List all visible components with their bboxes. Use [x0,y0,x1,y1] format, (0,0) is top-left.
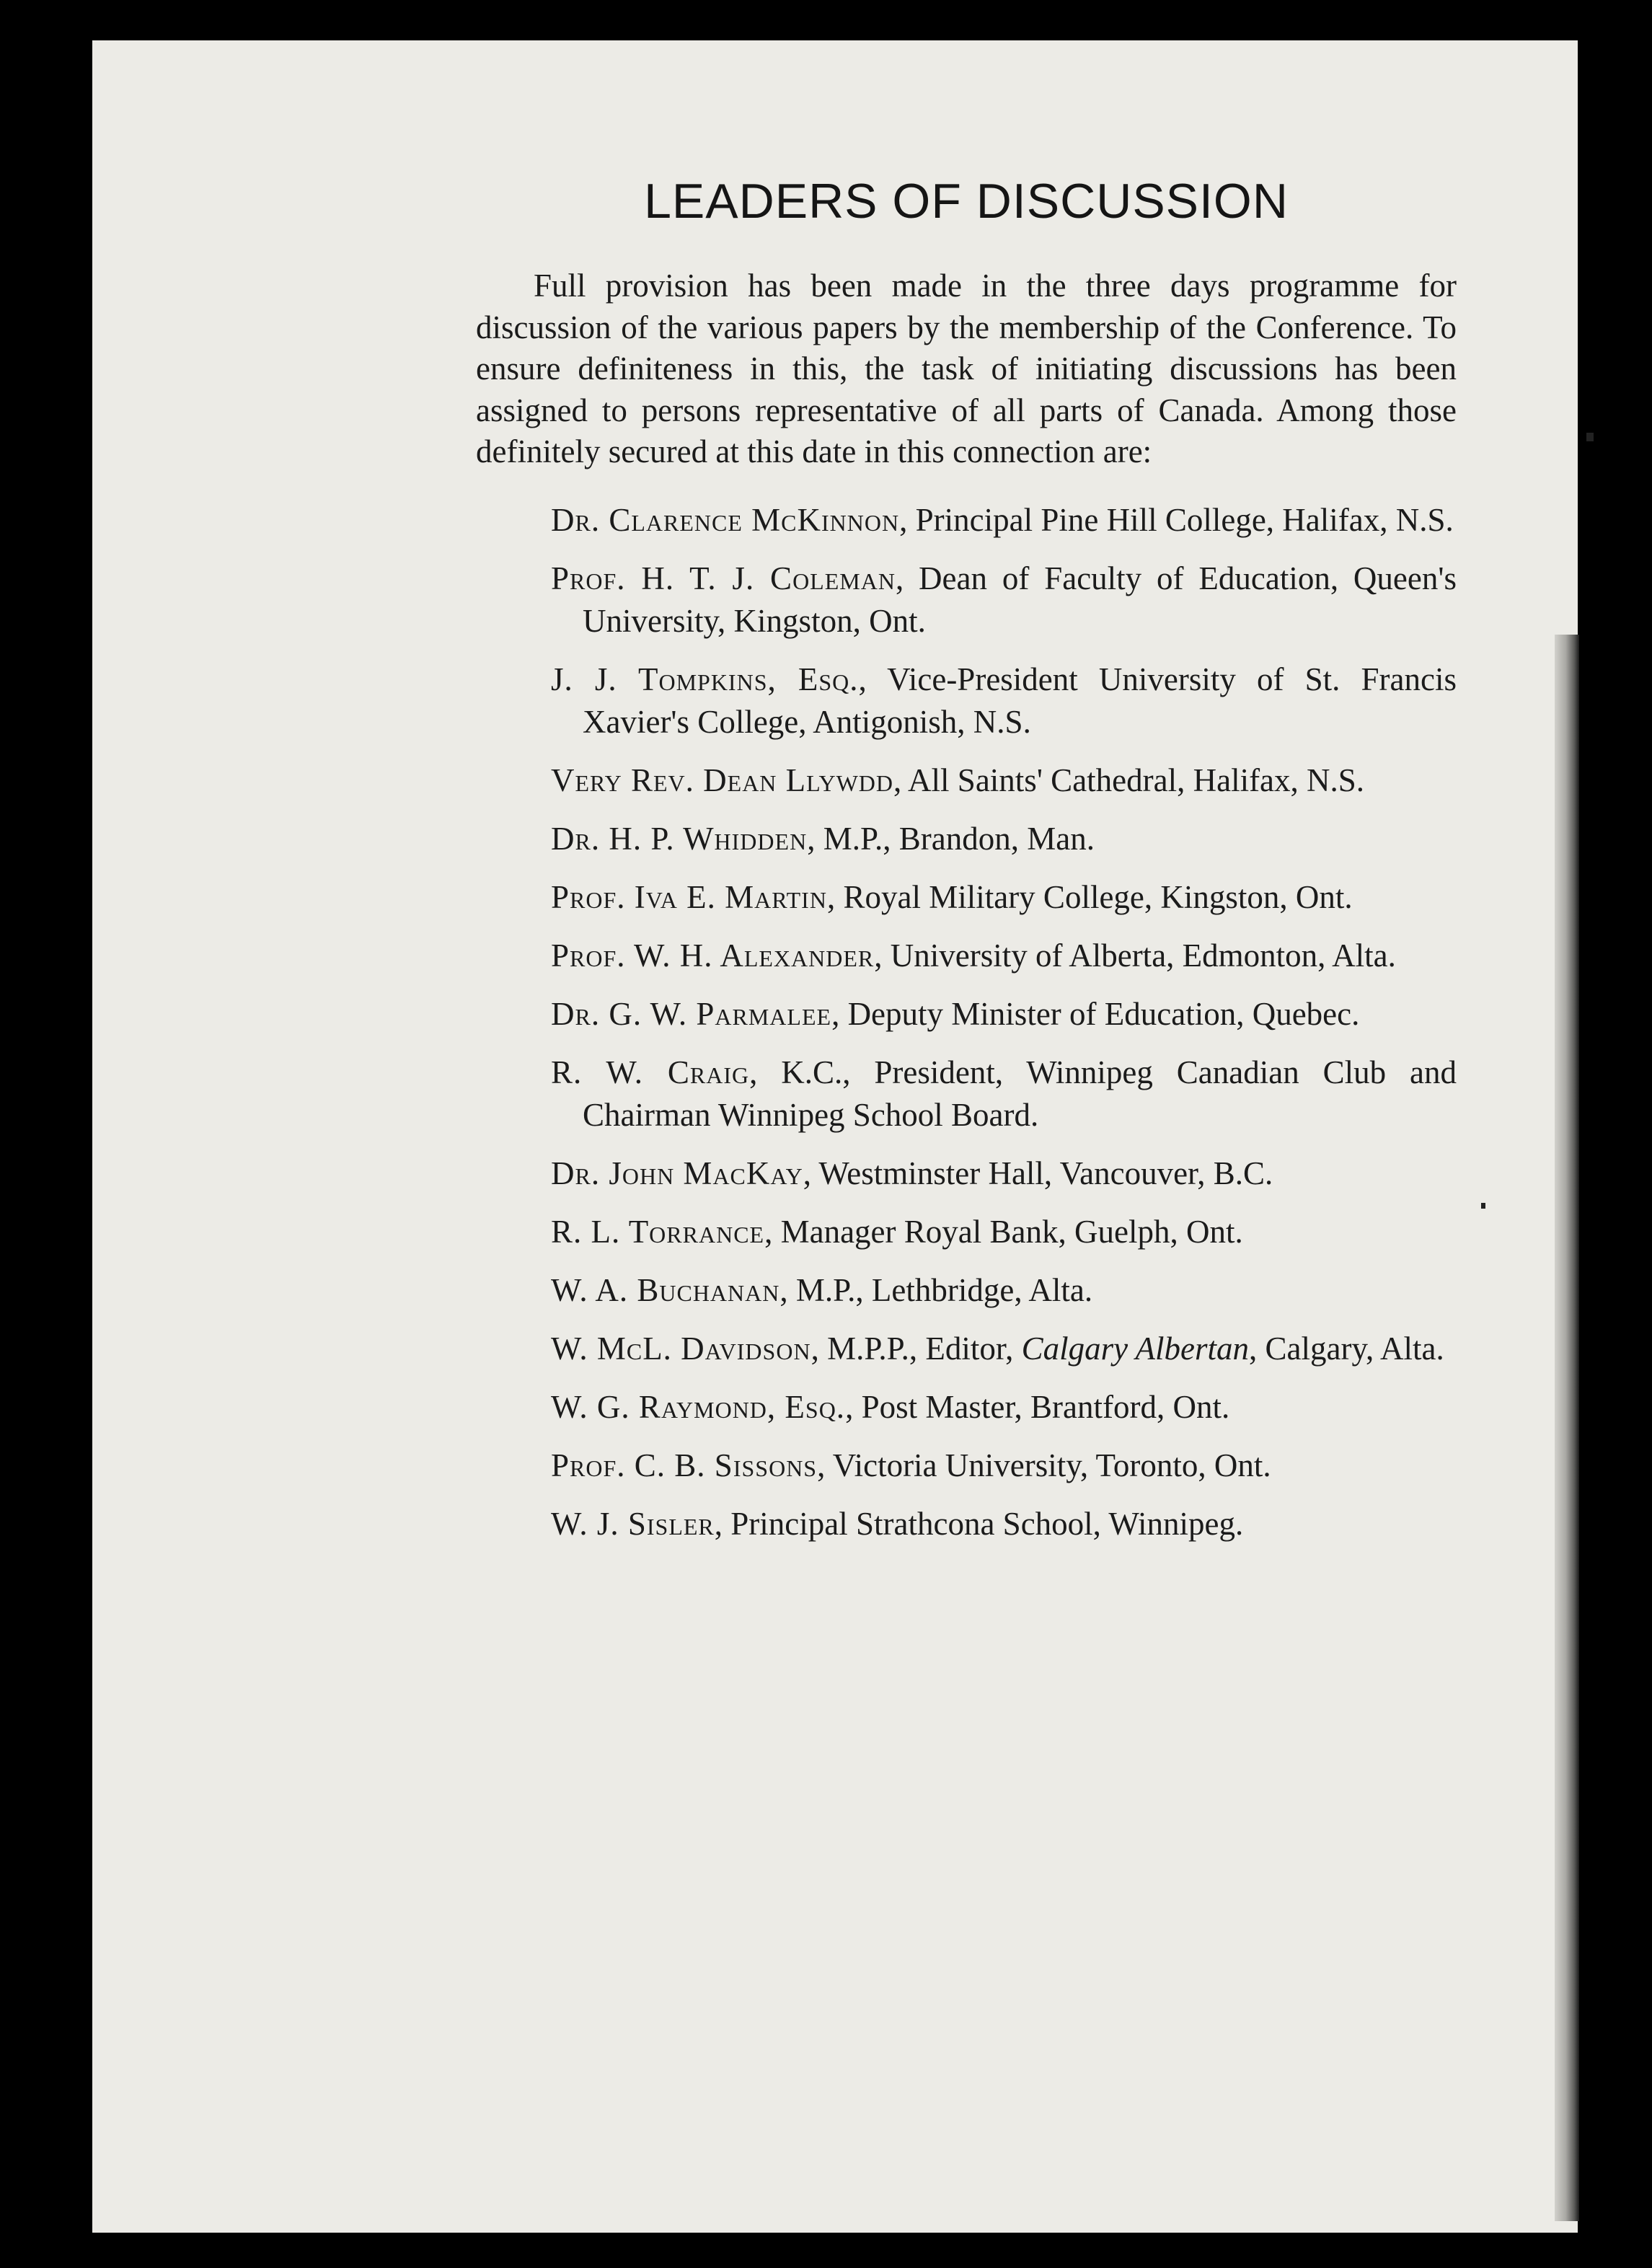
leader-detail: , M.P., Brandon, Man. [807,820,1095,857]
leader-name: W. A. Buchanan [551,1271,780,1308]
leader-name: Dr. John MacKay [551,1155,803,1191]
leader-name: Very Rev. Dean Llywdd [551,762,894,798]
leader-detail: , Principal Pine Hill College, Halifax, N.S. [899,501,1454,538]
scan-speck [1586,433,1594,441]
leader-detail: , Westminster Hall, Vancouver, B.C. [803,1155,1273,1191]
leader-detail: , Post Master, Brantford, Ont. [845,1388,1230,1425]
leader-name: Prof. Iva E. Martin [551,878,827,915]
leader-detail: , Victoria University, Toronto, Ont. [817,1447,1271,1483]
leader-entry [551,658,1457,744]
leader-name: W. McL. Davidson [551,1330,811,1367]
leader-entry [551,1269,1457,1312]
document-content [476,173,1457,1561]
leader-detail: , Vice-President University of St. Francis Xavier's College, Antigonish, N.S. [583,661,1457,740]
leader-detail: , University of Alberta, Edmonton, Alta. [874,937,1396,974]
leader-publication: Calgary Albertan [1021,1330,1250,1367]
leader-detail: , M.P., Lethbridge, Alta. [779,1271,1093,1308]
scan-speck [1481,1203,1485,1209]
leader-detail-after: , Calgary, Alta. [1249,1330,1444,1367]
leader-detail: , All Saints' Cathedral, Halifax, N.S. [893,762,1365,798]
leader-name: Prof. W. H. Alexander [551,937,875,974]
leader-name: Dr. Clarence McKinnon [551,501,900,538]
leaders-list [476,499,1457,1545]
leader-entry [551,935,1457,977]
leader-entry [551,1444,1457,1487]
leader-detail: , Deputy Minister of Education, Quebec. [831,995,1360,1032]
leader-name: Dr. G. W. Parmalee [551,995,832,1032]
leader-name: Prof. C. B. Sissons [551,1447,818,1483]
leader-detail: , K.C., President, Winnipeg Canadian Club and Chairman Winnipeg School Board. [583,1054,1457,1133]
leader-name: R. W. Craig [551,1054,750,1090]
leader-name: Dr. H. P. Whidden [551,820,808,857]
leader-entry [551,818,1457,860]
leader-name: Prof. H. T. J. Coleman [551,560,896,596]
leader-name: J. J. Tompkins, Esq. [551,661,859,697]
leader-entry [551,1211,1457,1253]
leader-name: W. J. Sisler [551,1505,715,1542]
leader-entry [551,1152,1457,1195]
leader-entry [551,1503,1457,1545]
leader-entry [551,993,1457,1036]
leader-entry [551,1051,1457,1137]
leader-entry [551,759,1457,802]
leader-name: R. L. Torrance [551,1213,765,1250]
page-edge-shadow [1555,635,1579,2221]
leader-detail: , Principal Strathcona School, Winnipeg. [714,1505,1244,1542]
leader-entry [551,1328,1457,1370]
page-title: LEADERS OF DISCUSSION [644,174,1289,229]
leader-entry [551,499,1457,542]
leader-entry [551,1386,1457,1429]
intro-paragraph: Full provision has been made in the three days programme for discussion of the various papers by the membership of the Conference. To ensure definiteness in this, the task of initiating discussions has been assigned to persons representative of all parts of Canada. Among those definitely secured at this date in this connection are: [476,268,1457,469]
leader-detail: , Dean of Faculty of Education, Queen's University, Kingston, Ont. [583,560,1457,639]
leader-detail: , M.P.P., Editor, [810,1330,1022,1367]
leader-entry [551,876,1457,919]
leader-entry [551,557,1457,643]
leader-name: W. G. Raymond, Esq. [551,1388,846,1425]
leader-detail: , Royal Military College, Kingston, Ont. [826,878,1353,915]
leader-detail: , Manager Royal Bank, Guelph, Ont. [764,1213,1243,1250]
